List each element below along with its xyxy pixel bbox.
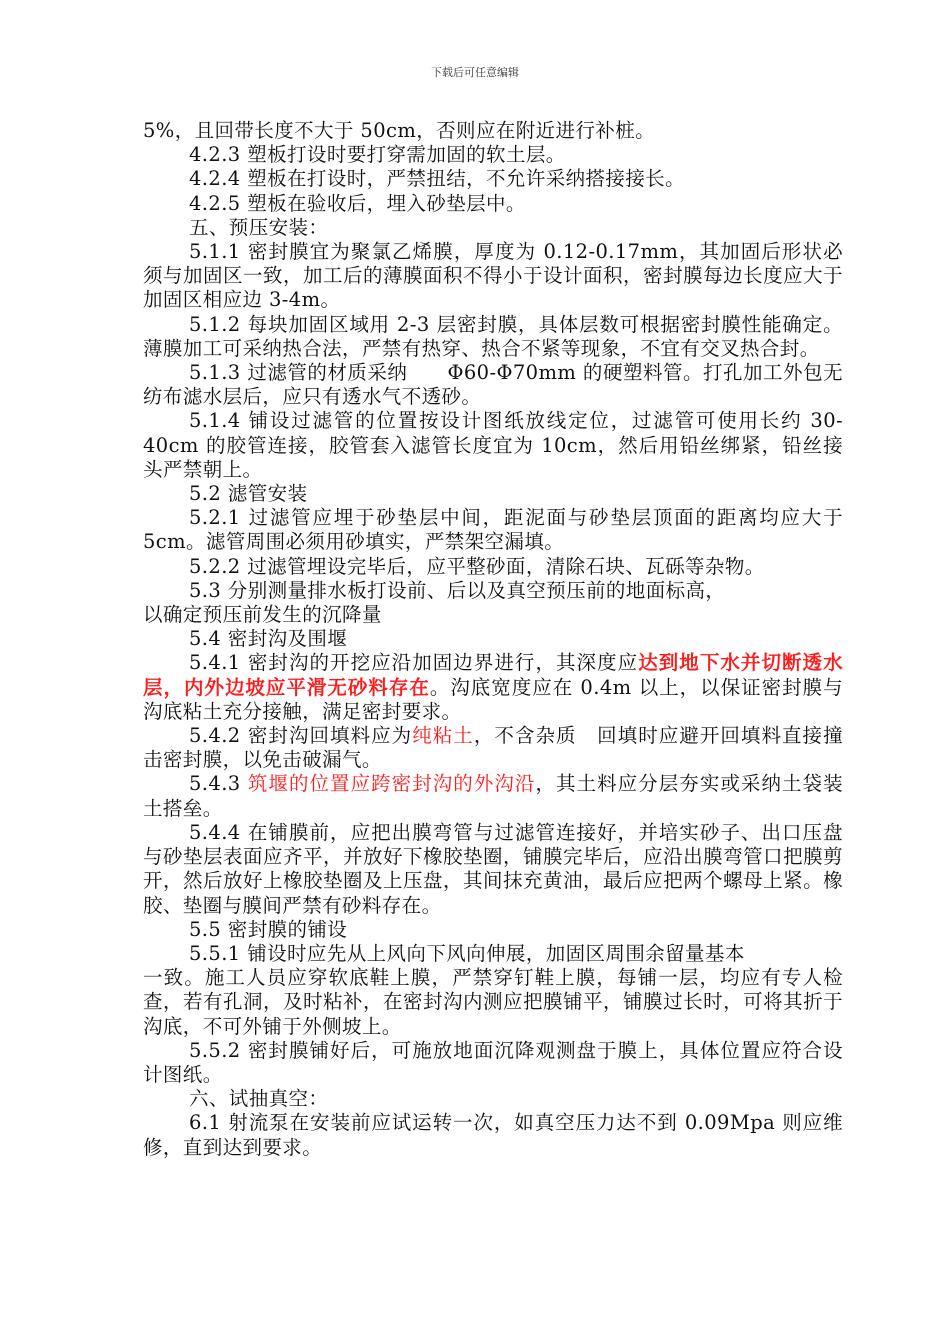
- text-run: 。沟底宽度应在 0.4m 以上，以保证密封膜与沟底粘土充分接触，满足密封要求。: [143, 675, 843, 723]
- paragraph: 5.5.2 密封膜铺好后，可施放地面沉降观测盘于膜上，具体位置应符合设计图纸。: [143, 1038, 843, 1086]
- subsection-heading: 5.5 密封膜的铺设: [189, 917, 348, 941]
- paragraph: 以确定预压前发生的沉降量: [143, 603, 382, 627]
- paragraph: 4.2.3 塑板打设时要打穿需加固的软土层。: [189, 143, 566, 167]
- paragraph: 4.2.5 塑板在验收后，埋入砂垫层中。: [189, 191, 526, 215]
- text-run: 5.4.3: [189, 772, 248, 796]
- paragraph: [143, 772, 843, 820]
- subsection-heading: 5.2 滤管安装: [189, 482, 308, 506]
- document-body: [143, 119, 843, 1160]
- text-run: 5.4.1 密封沟的开挖应沿加固边界进行，其深度应: [189, 651, 639, 675]
- paragraph: 4.2.4 塑板在打设时，严禁扭结，不允许采纳搭接接长。: [189, 167, 686, 191]
- highlighted-text: 筑堰的位置应跨密封沟的外沟沿: [247, 772, 536, 796]
- paragraph: [143, 651, 843, 724]
- paragraph: 5.5.1 铺设时应先从上风向下风向伸展，加固区周围余留量基本: [189, 941, 745, 965]
- paragraph: 5.1.3 过滤管的材质采纳 Φ60-Φ70mm 的硬塑料管。打孔加工外包无纺布滤水层后，应只有透水气不透砂。: [143, 361, 843, 409]
- text-run: ，不含杂质 回填时应避开回填料直接撞击密封膜，以免击破漏气。: [143, 724, 844, 772]
- text-run: ，其土料应分层夯实或采纳土袋装土搭垒。: [143, 772, 843, 820]
- section-heading: 五、预压安装：: [189, 215, 329, 239]
- paragraph: 5.3 分别测量排水板打设前、后以及真空预压前的地面标高，: [189, 578, 726, 602]
- page-header-note: 下载后可任意编辑: [431, 66, 519, 79]
- highlighted-text: 纯粘土: [412, 724, 474, 748]
- paragraph: 5.4.4 在铺膜前，应把出膜弯管与过滤管连接好，并培实砂子、出口压盘与砂垫层表面应齐平，并放好下橡胶垫圈，铺膜完毕后，应沿出膜弯管口把膜剪开，然后放好上橡胶垫圈及上压盘，其间抹充黄油，最后应把两个螺母上紧。橡胶、垫圈与膜间严禁有砂料存在。: [143, 820, 843, 917]
- paragraph: 5.2.1 过滤管应埋于砂垫层中间，距泥面与砂垫层顶面的距离均应大于 5cm。滤管周围必须用砂填实，严禁架空漏填。: [143, 506, 843, 554]
- highlighted-text: 达到地下水并切断透水层，内外边坡应平滑无砂料存在: [143, 651, 843, 699]
- paragraph: 5.1.2 每块加固区域用 2-3 层密封膜，具体层数可根据密封膜性能确定。薄膜加工可采纳热合法，严禁有热穿、热合不紧等现象，不宜有交叉热合封。: [143, 312, 843, 360]
- paragraph: 一致。施工人员应穿软底鞋上膜，严禁穿钉鞋上膜，每铺一层，均应有专人检查，若有孔洞，及时粘补，在密封沟内测应把膜铺平，铺膜过长时，可将其折于沟底，不可外铺于外侧坡上。: [143, 966, 843, 1038]
- section-heading: 六、试抽真空：: [189, 1087, 329, 1111]
- paragraph: [143, 724, 843, 772]
- subsection-heading: 5.4 密封沟及围堰: [189, 627, 348, 651]
- paragraph: 6.1 射流泵在安装前应试运转一次，如真空压力达不到 0.09Mpa 则应维修，直到达到要求。: [143, 1111, 843, 1159]
- paragraph: 5.1.1 密封膜宜为聚氯乙烯膜，厚度为 0.12-0.17mm，其加固后形状必须与加固区一致，加工后的薄膜面积不得小于设计面积，密封膜每边长度应大于加固区相应边 3-4m。: [143, 240, 843, 312]
- paragraph: 5%，且回带长度不大于 50cm，否则应在附近进行补桩。: [143, 119, 656, 142]
- paragraph: 5.2.2 过滤管埋设完毕后，应平整砂面，清除石块、瓦砾等杂物。: [189, 554, 765, 578]
- text-run: 5.4.2 密封沟回填料应为: [189, 724, 413, 748]
- paragraph: 5.1.4 铺设过滤管的位置按设计图纸放线定位，过滤管可使用长约 30-40cm 的胶管连接，胶管套入滤管长度宜为 10cm，然后用铅丝绑紧，铅丝接头严禁朝上。: [143, 409, 843, 481]
